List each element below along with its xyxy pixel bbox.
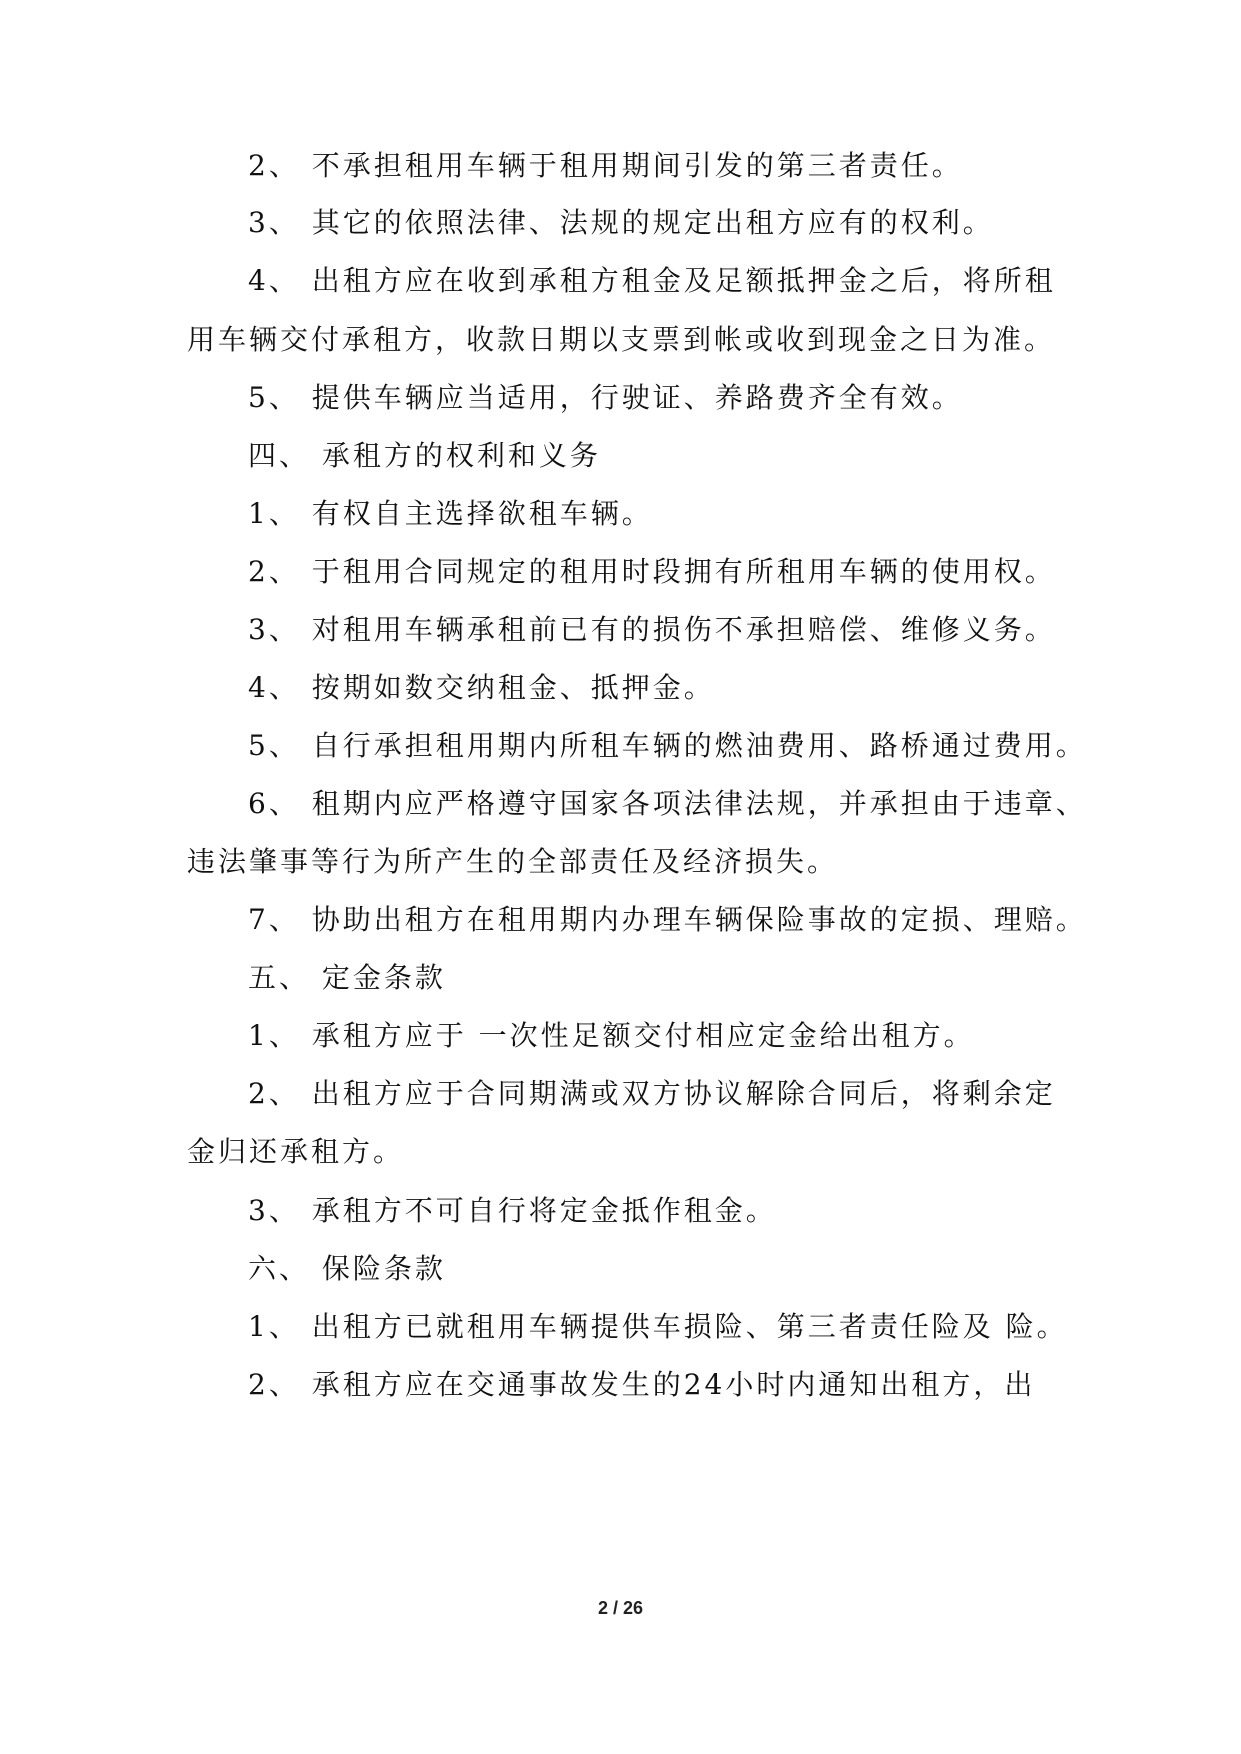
paragraph-line: 5、 自行承担租用期内所租车辆的燃油费用、路桥通过费用。 (248, 729, 1087, 762)
paragraph-line: 2、 承租方应在交通事故发生的24小时内通知出租方，出 (248, 1368, 1036, 1401)
section-heading: 五、 定金条款 (248, 961, 446, 994)
paragraph-line: 3、 其它的依照法律、法规的规定出租方应有的权利。 (248, 206, 994, 239)
paragraph-line: 4、 按期如数交纳租金、抵押金。 (248, 671, 715, 704)
paragraph-line: 6、 租期内应严格遵守国家各项法律法规，并承担由于违章、 (248, 787, 1087, 820)
paragraph-line: 用车辆交付承租方，收款日期以支票到帐或收到现金之日为准。 (187, 323, 1056, 356)
section-heading: 六、 保险条款 (248, 1252, 446, 1285)
section-heading: 四、 承租方的权利和义务 (248, 439, 601, 472)
paragraph-line: 2、 于租用合同规定的租用时段拥有所租用车辆的使用权。 (248, 555, 1056, 588)
paragraph-line: 3、 对租用车辆承租前已有的损伤不承担赔偿、维修义务。 (248, 613, 1056, 646)
paragraph-line: 4、 出租方应在收到承租方租金及足额抵押金之后，将所租 (248, 264, 1056, 297)
paragraph-line: 1、 承租方应于 一次性足额交付相应定金给出租方。 (248, 1019, 975, 1052)
paragraph-line: 5、 提供车辆应当适用，行驶证、养路费齐全有效。 (248, 381, 963, 414)
paragraph-line: 2、 不承担租用车辆于租用期间引发的第三者责任。 (248, 149, 963, 182)
paragraph-line: 金归还承租方。 (187, 1135, 405, 1168)
paragraph-line: 1、 有权自主选择欲租车辆。 (248, 497, 653, 530)
paragraph-line: 2、 出租方应于合同期满或双方协议解除合同后，将剩余定 (248, 1077, 1056, 1110)
paragraph-line: 违法肇事等行为所产生的全部责任及经济损失。 (187, 845, 839, 878)
paragraph-line: 1、 出租方已就租用车辆提供车损险、第三者责任险及 险。 (248, 1310, 1068, 1343)
paragraph-line: 7、 协助出租方在租用期内办理车辆保险事故的定损、理赔。 (248, 903, 1087, 936)
page-number: 2 / 26 (597, 1598, 644, 1618)
paragraph-line: 3、 承租方不可自行将定金抵作租金。 (248, 1194, 777, 1227)
